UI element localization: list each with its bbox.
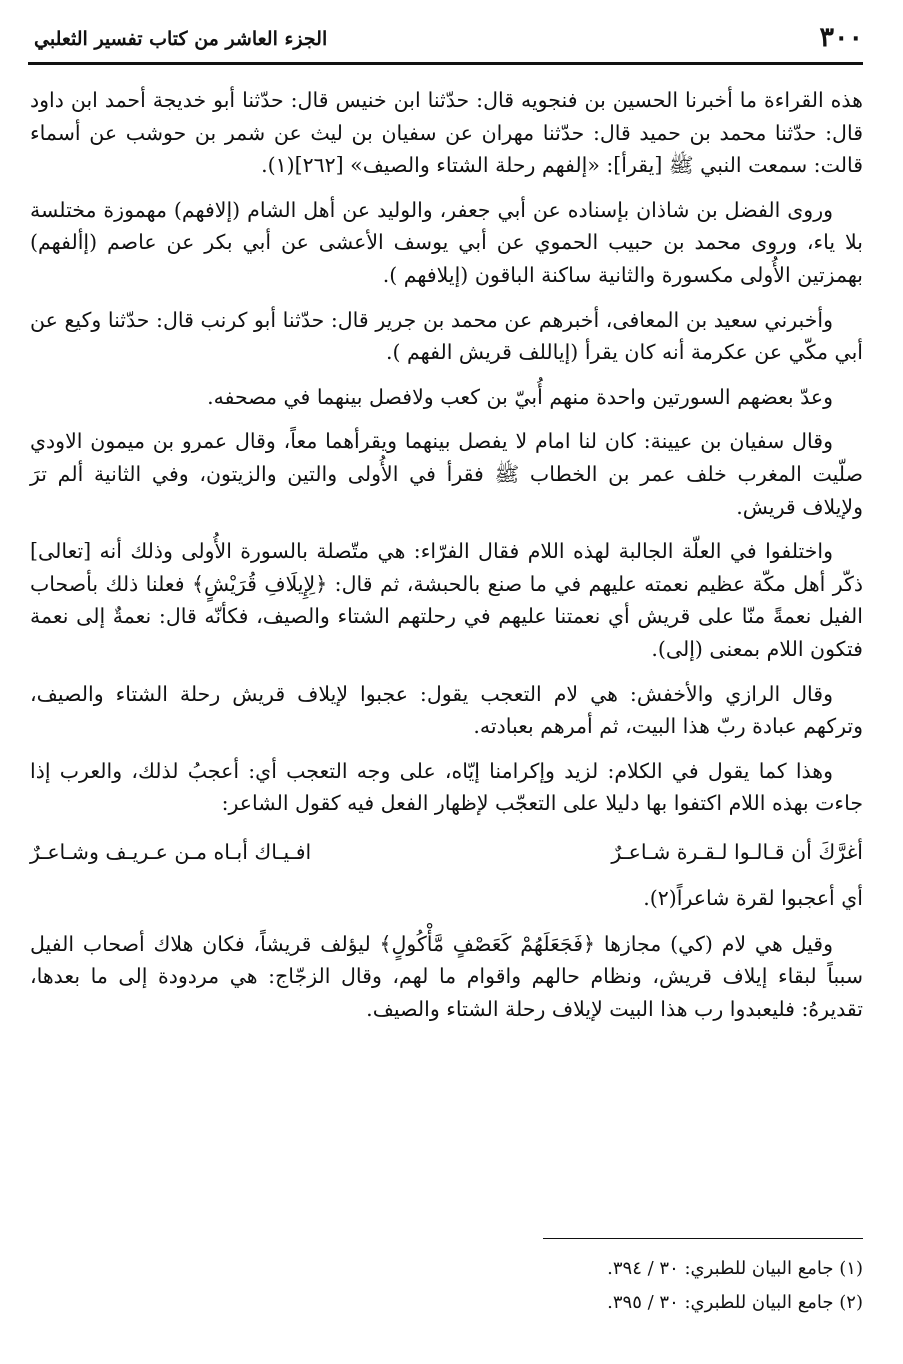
paragraph: وقال الرازي والأخفش: هي لام التعجب يقول: عجبوا لإيلاف قريش رحلة الشتاء والصيف، وتركهم عبادة ربّ هذا البيت، ثم أمرهم بعبادته. — [30, 681, 863, 739]
paragraph: وقال سفيان بن عيينة: كان لنا امام لا يفصل بينهما ويقرأهما معاً، وقال عمرو بن ميمون الاودي صلّيت المغرب خلف عمر بن الخطاب ﷺ فقرأ في الأُولى والتين والزيتون، وفي الثانية ألم ترَ ولإيلاف قريش. — [30, 429, 863, 519]
verse-explanation: أي أعجبوا لقرة شاعراً(٢). — [643, 885, 863, 910]
footnotes — [30, 1252, 863, 1320]
running-title: الجزء العاشر من كتاب تفسير الثعلبي — [34, 28, 328, 50]
verse-first-hemistich: أغرَّكَ أن قـالـوا لـقـرة شـاعـرٌ — [611, 839, 863, 864]
paragraph: وروى الفضل بن شاذان بإسناده عن أبي جعفر، والوليد عن أهل الشام (إلافهم) مهموزة مختلسة بلا ياء، وروى محمد بن حبيب الحموي عن أبي يوسف الأعشى عن أبي بكر عن عاصم (إألفهم) بهمزتين الأُولى مكسورة والثانية ساكنة الباقون (إيلافهم ). — [30, 197, 863, 287]
paragraph: وعدّ بعضهم السورتين واحدة منهم أُبيّ بن كعب ولافصل بينهما في مصحفه. — [207, 384, 833, 409]
paragraph: هذه القراءة ما أخبرنا الحسين بن فنجويه قال: حدّثنا ابن خنيس قال: حدّثنا أبو خديجة أحمد ابن داود قال: حدّثنا محمد بن حميد قال: حدّثنا مهران عن سفيان بن ليث عن شمر بن حوشب عن أسماء قالت: سمعت النبي ﷺ [يقرأ]: «إلفهم رحلة الشتاء والصيف» [٢٦٢](١). — [30, 88, 863, 178]
footnote: (١) جامع البيان للطبري: ٣٠ / ٣٩٤. — [607, 1258, 863, 1279]
poetry-verse — [30, 832, 863, 878]
page-header — [34, 22, 863, 62]
paragraph: وقيل هي لام (كي) مجازها ﴿فَجَعَلَهُمْ كَعَصْفٍ مَّأْكُولٍ﴾ ليؤلف قريشاً، فكان هلاك أصحاب الفيل سبباً لبقاء إيلاف قريش، ونظام حالهم واقوام ما لهم، وقال الزجّاج: هي مردودة إلى ما بعدها، تقديرهُ: فليعبدوا رب هذا البيت لإيلاف رحلة الشتاء والصيف. — [30, 931, 863, 1022]
paragraph: وهذا كما يقول في الكلام: لزيد وإكرامنا إيّاه، على وجه التعجب أي: أعجبُ لذلك، والعرب إذا جاءت بهذه اللام اكتفوا بها دليلا على التعجّب لإظهار الفعل فيه كقول الشاعر: — [30, 758, 863, 816]
verse-second-hemistich: افـيـاك أبـاه مـن عـريـف وشـاعـرٌ — [30, 839, 312, 864]
page-body — [30, 84, 863, 1038]
header-rule — [28, 62, 863, 65]
footnote-rule — [543, 1238, 863, 1239]
paragraph: وأخبرني سعيد بن المعافى، أخبرهم عن محمد بن جرير قال: حدّثنا أبو كرنب قال: حدّثنا وكيع عن أبي مكّي عن عكرمة أنه كان يقرأ (إياللف قريش الفهم ). — [30, 307, 863, 365]
footnote: (٢) جامع البيان للطبري: ٣٠ / ٣٩٥. — [607, 1292, 863, 1313]
paragraph: واختلفوا في العلّة الجالبة لهذه اللام فقال الفرّاء: هي متّصلة بالسورة الأُولى وذلك أنه [تعالى] ذكّر أهل مكّة عظيم نعمته عليهم في ما صنع بالحبشة، ثم قال: ﴿لِإِيلَافِ قُرَيْشٍ﴾ فعلنا ذلك بأصحاب الفيل نعمةً منّا على قريش أي نعمتنا عليهم في رحلتهم الشتاء والصيف، فكأنّه قال: نعمةٌ إلى نعمة فتكون اللام بمعنى (إلى). — [30, 539, 863, 661]
page-number: ٣٠٠ — [819, 22, 863, 53]
